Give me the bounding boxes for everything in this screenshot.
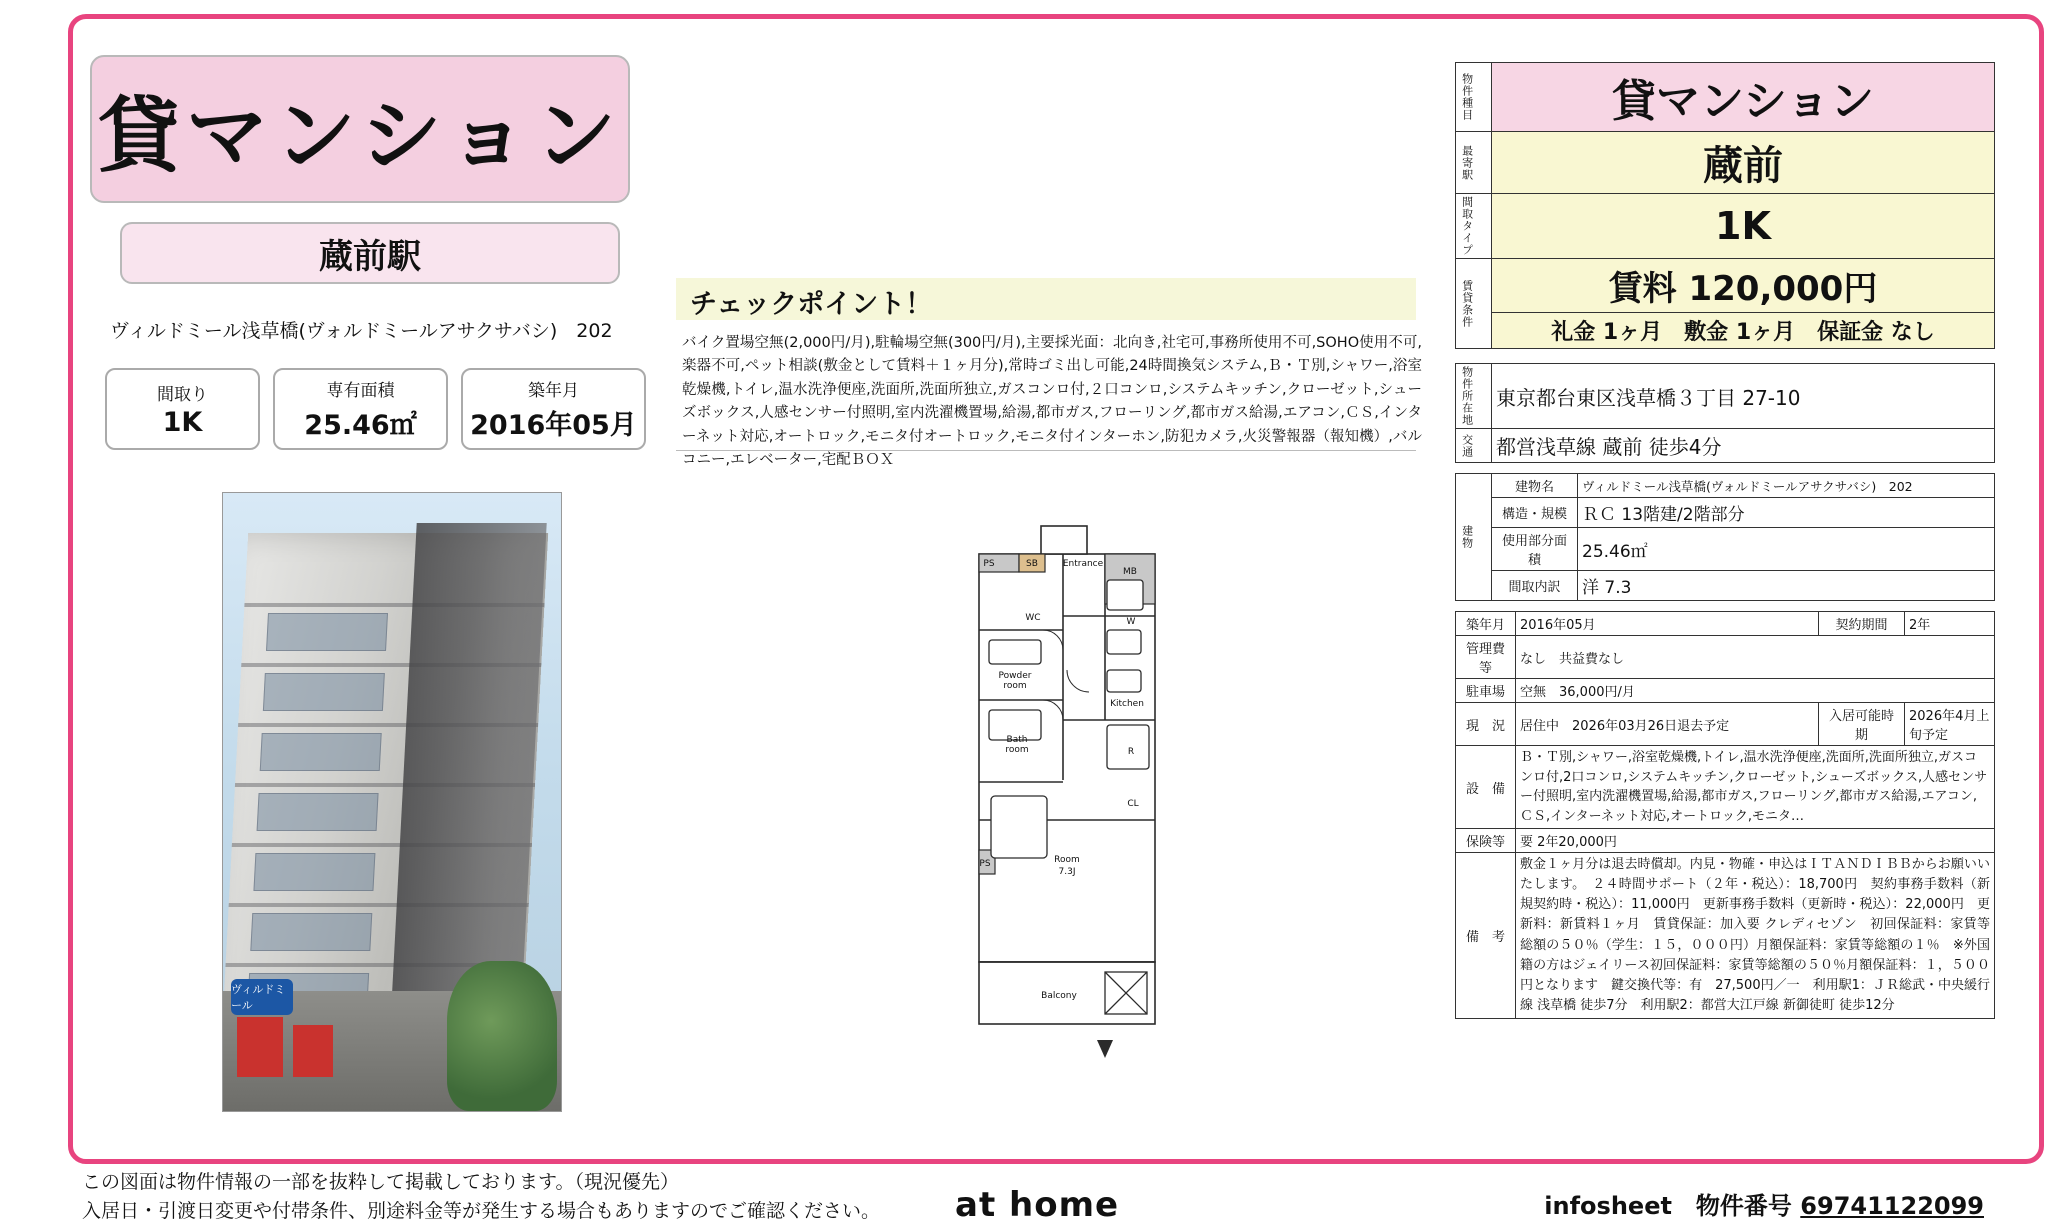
nearest-station-box [120,222,620,284]
property-type-title [90,55,630,203]
row-value-structure: ＲＣ 13階建/2階部分 [1578,498,1995,528]
table-row [1456,364,1995,429]
row-value-status: 居住中 2026年03月26日退去予定 [1516,703,1819,746]
table-row [1456,853,1995,1019]
row-label-remarks: 備 考 [1456,853,1516,1019]
table-row [1456,746,1995,829]
table-row [1456,528,1995,571]
row-label-layout-type: 間取タイプ [1460,196,1473,256]
row-value-address: 東京都台東区浅草橋３丁目 27-10 [1492,364,1995,429]
row-label-management-fee: 管理費等 [1456,636,1516,679]
row-label-parking: 駐車場 [1456,679,1516,703]
row-label-built-date: 築年月 [1456,612,1516,636]
spec-built [461,368,646,450]
photo-entry-panel-1 [237,1017,283,1077]
table-row [1456,636,1995,679]
row-value-property-type: 貸マンション [1492,63,1995,132]
photo-building-sign: ヴィルドミール [231,979,293,1015]
row-value-management-fee: なし 共益費なし [1516,636,1995,679]
photo-entry-panel-2 [293,1025,333,1077]
row-label-status: 現 況 [1456,703,1516,746]
row-value-transport: 都営浅草線 蔵前 徒歩4分 [1492,429,1995,463]
table-row [1456,194,1995,259]
row-value-layout-type: 1K [1492,194,1995,259]
building-name-left: ヴィルドミール浅草橋(ヴォルドミールアサクサバシ) 202 [110,316,670,343]
row-value-parking: 空無 36,000円/月 [1516,679,1995,703]
spec-area [273,368,448,450]
row-label-transport: 交通 [1460,434,1473,458]
table-row [1456,703,1995,746]
spec-row [105,368,665,450]
svg-text:Bath: Bath [1007,735,1028,745]
detail-table [1455,611,1995,1019]
row-label-insurance: 保険等 [1456,829,1516,853]
floor-plan [955,520,1185,1070]
spec-built-label: 築年月 [528,376,579,401]
row-value-built-date: 2016年05月 [1516,612,1819,636]
table-row [1456,498,1995,528]
checkpoint-divider [676,450,1416,451]
table-row [1456,571,1995,601]
svg-text:Balcony: Balcony [1041,991,1077,1001]
row-value-remarks: 敷金１ヶ月分は退去時償却。内見・物確・申込はＩＴＡＮＤＩＢＢからお願いいたします。 ２４時間サポート（２年・税込）：18,700円 契約事務手数料（新規契約時・税込）：11,000円 更新事務手数料（更新時・税込）：22,000円 更新料：新賃料１ヶ月 賃貸保証：加入要 クレディセゾン 初回保証料：家賃等総額の５０％（学生：１５，０００円）月額保証料：家賃等総額の１％ ※外国籍の方はジェイリース初回保証料：家賃等総額の５０％月額保証料：１，５００円となります 鍵交換代等：有 27,500円／一 利用駅1：ＪＲ総武・中央緩行線 浅草橋 徒歩7分 利用駅2：都営大江戸線 新御徒町 徒歩12分 [1516,853,1995,1019]
spec-area-label: 専有面積 [327,376,395,401]
table-row [1456,612,1995,636]
row-value-insurance: 要 2年20,000円 [1516,829,1995,853]
checkpoint-body: バイク置場空無(2,000円/月),駐輪場空無(300円/月),主要採光面：北向き,社宅可,事務所使用不可,SOHO使用不可,楽器不可,ペット相談(敷金として賃料＋１ヶ月分),常時ゴミ出し可能,24時間換気システム,Ｂ・Ｔ別,シャワー,浴室乾燥機,トイレ,温水洗浄便座,洗面所,洗面所独立,ガスコンロ付,２口コンロ,システムキッチン,クローゼット,シューズボックス,人感センサー付照明,室内洗濯機置場,給湯,都市ガス,フローリング,都市ガス給湯,エアコン,ＣＳ,インターネット対応,オートロック,モニタ付オートロック,モニタ付インターホン,防犯カメラ,火災警報器（報知機）,バルコニー,エレベーター,宅配ＢＯＸ [682,332,1422,473]
svg-text:Room: Room [1054,855,1080,865]
spec-layout-label: 間取り [157,380,208,405]
svg-text:WC: WC [1025,613,1040,623]
table-row [1456,259,1995,313]
table-row [1456,679,1995,703]
row-value-contract-period: 2年 [1905,612,1995,636]
svg-text:7.3J: 7.3J [1059,867,1076,877]
svg-text:Kitchen: Kitchen [1110,699,1144,709]
table-row [1456,313,1995,349]
row-value-rent-conditions: 礼金 1ヶ月 敷金 1ヶ月 保証金 なし [1492,313,1995,349]
row-value-layout-detail: 洋 7.3 [1578,571,1995,601]
svg-text:PS: PS [983,559,994,569]
row-value-rent: 賃料 120,000円 [1492,259,1995,313]
svg-text:CL: CL [1127,799,1138,809]
footer-disclaimer-line2: 入居日・引渡日変更や付帯条件、別途料金等が発生する場合もありますのでご確認ください。 [82,1197,880,1225]
spec-built-value: 2016年05月 [470,403,637,442]
table-row [1456,429,1995,463]
svg-text:SB: SB [1026,559,1038,569]
row-label-address: 物件所在地 [1460,366,1473,426]
photo-tree [447,961,557,1111]
row-value-used-area: 25.46㎡ [1578,528,1995,571]
table-row [1456,474,1995,498]
row-value-building-name: ヴィルドミール浅草橋(ヴォルドミールアサクサバシ) 202 [1578,474,1995,498]
athome-logo: at home [955,1185,1119,1225]
svg-text:W: W [1127,617,1136,627]
table-row [1456,63,1995,132]
footer-disclaimer-line1: この図面は物件情報の一部を抜粋して掲載しております。（現況優先） [82,1168,880,1197]
checkpoint-title: チェックポイント！ [690,282,932,321]
row-value-nearest-station: 蔵前 [1492,132,1995,194]
row-label-building-name: 建物名 [1492,474,1578,498]
svg-text:Entrance: Entrance [1063,559,1104,569]
table-row [1456,132,1995,194]
svg-text:room: room [1003,681,1026,691]
spec-layout [105,368,260,450]
nearest-station-label: 蔵前駅 [319,229,421,278]
building-photo [222,492,562,1112]
row-label-available-date: 入居可能時期 [1819,703,1905,746]
svg-text:room: room [1005,745,1028,755]
svg-text:R: R [1128,747,1134,757]
row-label-property-type: 物件種目 [1460,73,1473,121]
address-table [1455,363,1995,463]
row-value-available-date: 2026年4月上旬予定 [1905,703,1995,746]
row-label-structure: 構造・規模 [1492,498,1578,528]
spec-area-value: 25.46㎡ [304,403,416,442]
infosheet-number-block [1544,1186,1984,1221]
table-row [1456,829,1995,853]
row-label-layout-detail: 間取内訳 [1492,571,1578,601]
row-label-building: 建物 [1460,525,1473,549]
row-label-contract-period: 契約期間 [1819,612,1905,636]
floor-plan-drawing [955,520,1185,1070]
svg-text:PS: PS [979,859,990,869]
row-label-equipment: 設 備 [1456,746,1516,829]
svg-text:Powder: Powder [999,671,1032,681]
row-label-used-area: 使用部分面積 [1492,528,1578,571]
summary-table [1455,62,1995,349]
row-value-equipment: Ｂ・Ｔ別,シャワー,浴室乾燥機,トイレ,温水洗浄便座,洗面所,洗面所独立,ガスコンロ付,2口コンロ,システムキッチン,クローゼット,シューズボックス,人感センサー付照明,室内洗濯機置場,給湯,都市ガス,フローリング,都市ガス給湯,エアコン,ＣＳ,インターネット対応,オートロック,モニタ… [1516,746,1995,829]
infosheet-number: 69741122099 [1800,1192,1984,1220]
property-type-label: 貸マンション [98,71,622,188]
footer-disclaimer [82,1168,880,1225]
infosheet-label: infosheet 物件番号 [1544,1192,1792,1220]
svg-text:MB: MB [1123,567,1137,577]
building-table [1455,473,1995,601]
spec-layout-value: 1K [163,407,203,438]
right-summary-panel [1455,62,1995,1019]
row-label-nearest-station: 最寄駅 [1460,145,1473,181]
row-label-rent-conditions: 賃貸条件 [1460,280,1473,328]
